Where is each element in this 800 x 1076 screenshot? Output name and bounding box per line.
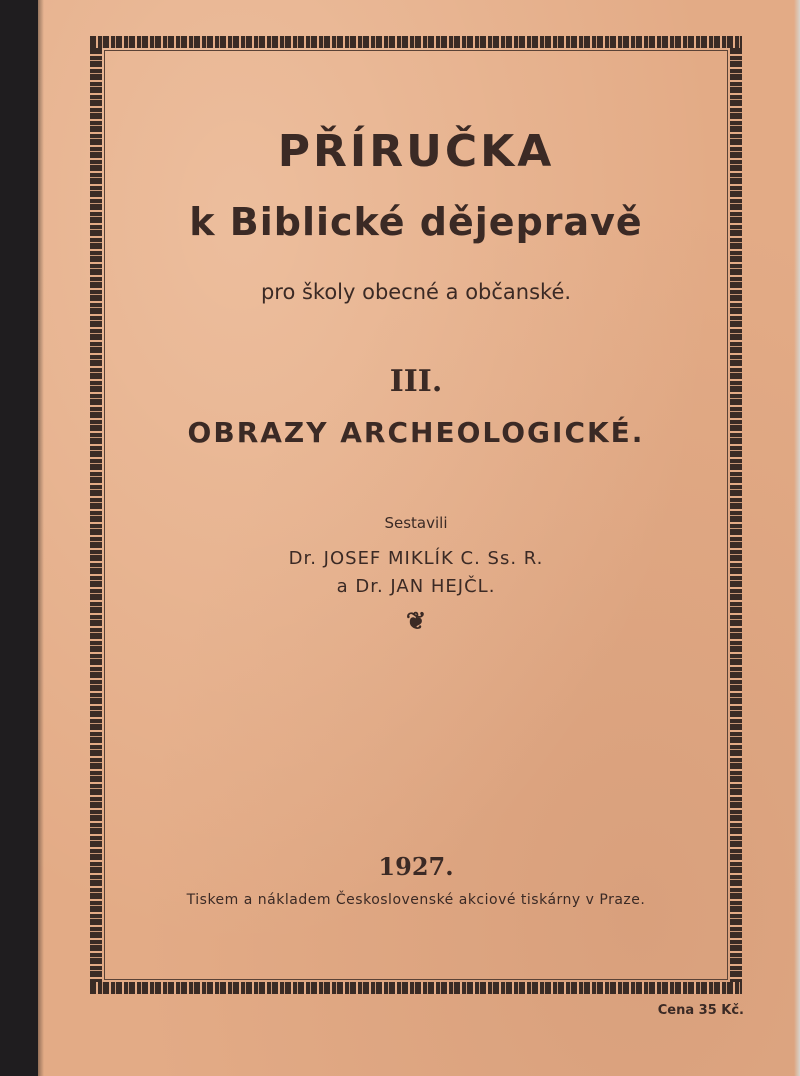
fleuron-icon: ❦ <box>405 606 427 635</box>
book-subtitle: k Biblické dějepravě <box>189 200 643 244</box>
book-title: PŘÍRUČKA <box>277 126 555 177</box>
printer-imprint: Tiskem a nákladem Československé akciové tiskárny v Praze. <box>186 892 646 908</box>
volume-number: III. <box>389 364 443 399</box>
border-left <box>90 48 102 982</box>
price-label: Cena 35 Kč. <box>657 1003 744 1018</box>
compiled-by-label: Sestavili <box>384 514 448 532</box>
border-bottom <box>90 982 742 994</box>
book-spine <box>0 0 38 1076</box>
border-right <box>730 48 742 982</box>
spine-shadow <box>38 0 44 1076</box>
publication-year: 1927. <box>378 852 454 881</box>
book-description: pro školy obecné a občanské. <box>260 280 572 304</box>
border-top <box>90 36 742 48</box>
volume-title: OBRAZY ARCHEOLOGICKÉ. <box>187 416 645 449</box>
author-primary: Dr. JOSEF MIKLÍK C. Ss. R. <box>288 548 544 569</box>
page-edge <box>794 0 800 1076</box>
author-secondary: a Dr. JAN HEJČL. <box>336 576 496 597</box>
